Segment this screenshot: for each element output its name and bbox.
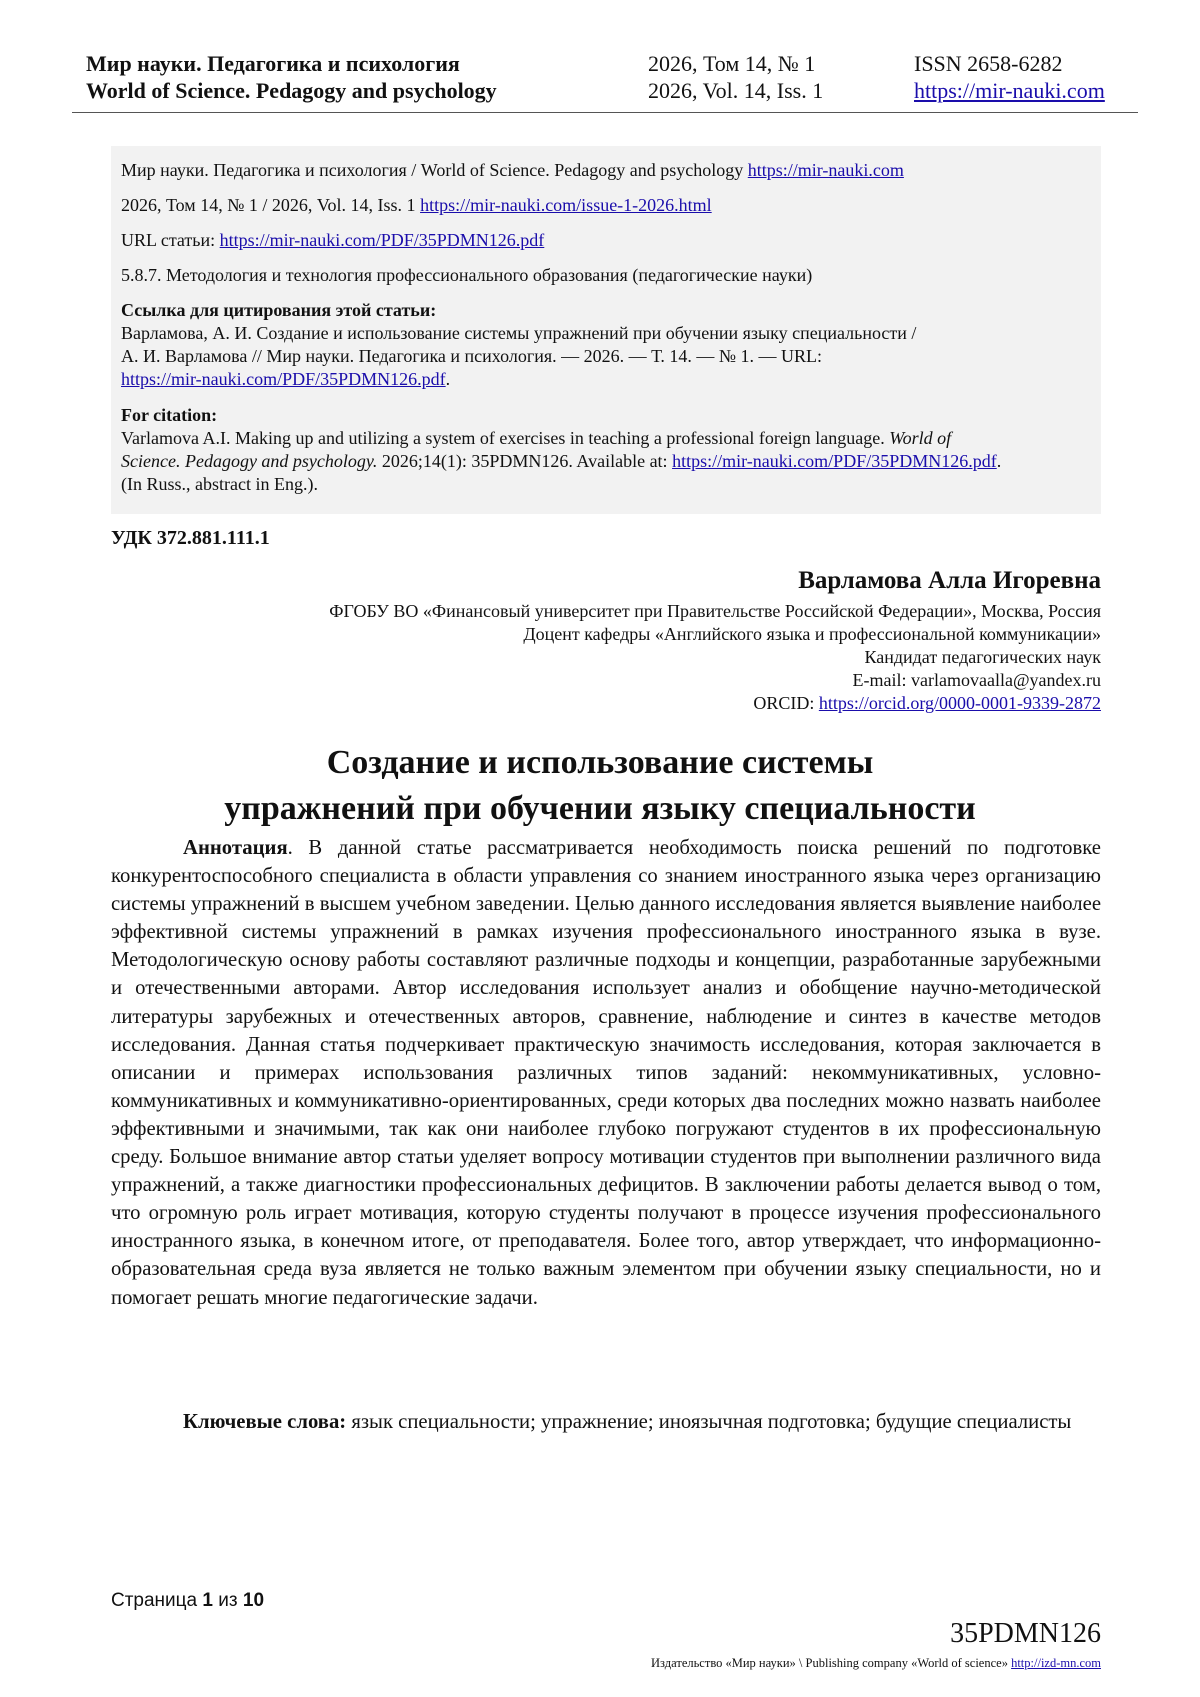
page-total: 10 <box>242 1590 265 1611</box>
article-id: 35PDMN126 <box>950 1618 1101 1649</box>
author-affiliation: ФГОБУ ВО «Финансовый университет при Правительстве Российской Федерации», Москва, Россия <box>329 601 1101 621</box>
citation-en-italic2: Science. Pedagogy and psychology. <box>121 451 378 471</box>
citation-ru-end: . <box>445 369 451 389</box>
citation-en-line2 <box>121 450 1001 473</box>
citation-en-line3: (In Russ., abstract in Eng.). <box>121 474 318 494</box>
page-prefix: Страница <box>111 1590 203 1611</box>
page-middle: из <box>212 1590 243 1611</box>
info-journal-link[interactable]: https://mir-nauki.com <box>747 160 904 180</box>
article-title <box>100 740 1100 832</box>
journal-url-link[interactable]: https://mir-nauki.com <box>914 78 1105 103</box>
info-url-label: URL статьи: <box>121 230 220 250</box>
citation-ru-line3 <box>121 368 450 391</box>
abstract <box>111 834 1101 1312</box>
author-orcid <box>753 692 1101 715</box>
issue-ru: 2026, Том 14, № 1 <box>648 51 816 76</box>
orcid-label: ORCID: <box>753 693 819 713</box>
info-issue-link[interactable]: https://mir-nauki.com/issue-1-2026.html <box>420 195 712 215</box>
info-article-url-link[interactable]: https://mir-nauki.com/PDF/35PDMN126.pdf <box>219 230 545 250</box>
citation-en-italic1: World of <box>889 428 952 448</box>
issn-block <box>914 50 1105 104</box>
citation-ru-line2: А. И. Варламова // Мир науки. Педагогика и психология. — 2026. — Т. 14. — № 1. — URL: <box>121 346 823 366</box>
issue-block <box>648 50 823 104</box>
citation-en-text2: 2026;14(1): 35PDMN126. Available at: <box>377 451 673 471</box>
article-title-line2: упражнений при обучении языку специальности <box>224 790 976 827</box>
citation-en-line1 <box>121 427 951 450</box>
publisher-line <box>651 1656 1101 1671</box>
issue-en: 2026, Vol. 14, Iss. 1 <box>648 78 824 103</box>
article-title-line1: Создание и использование системы <box>326 744 874 781</box>
journal-title-en: World of Science. Pedagogy and psychology <box>86 78 497 103</box>
citation-en-end: . <box>996 451 1002 471</box>
info-issue-text: 2026, Том 14, № 1 / 2026, Vol. 14, Iss. 1 <box>121 195 421 215</box>
citation-en-text1: Varlamova A.I. Making up and utilizing a system of exercises in teaching a professional foreign language. <box>121 428 890 448</box>
publisher-link[interactable]: http://izd-mn.com <box>1011 1656 1101 1670</box>
citation-ru-line1: Варламова, А. И. Создание и использование системы упражнений при обучении языку специальности / <box>121 323 917 343</box>
info-journal-text: Мир науки. Педагогика и психология / World of Science. Pedagogy and psychology <box>121 160 748 180</box>
info-line-url <box>121 229 544 252</box>
info-specialty: 5.8.7. Методология и технология профессионального образования (педагогические науки) <box>121 265 813 285</box>
journal-title-ru: Мир науки. Педагогика и психология <box>86 51 460 76</box>
author-email: E-mail: varlamovaalla@yandex.ru <box>852 670 1101 690</box>
author-degree: Кандидат педагогических наук <box>864 647 1101 667</box>
abstract-label: Аннотация <box>183 837 288 859</box>
citation-ru-link[interactable]: https://mir-nauki.com/PDF/35PDMN126.pdf <box>121 369 446 389</box>
issn: ISSN 2658-6282 <box>914 51 1063 76</box>
author-name: Варламова Алла Игоревна <box>798 567 1101 594</box>
journal-title-block <box>86 50 497 104</box>
keywords-text: язык специальности; упражнение; иноязычная подготовка; будущие специалисты <box>346 1411 1072 1433</box>
udk-code: УДК 372.881.111.1 <box>111 527 270 549</box>
publisher-text: Издательство «Мир науки» \ Publishing company «World of science» <box>651 1656 1012 1670</box>
citation-en-link[interactable]: https://mir-nauki.com/PDF/35PDMN126.pdf <box>672 451 997 471</box>
citation-ru-heading: Ссылка для цитирования этой статьи: <box>121 300 437 320</box>
article-info-box <box>111 146 1101 514</box>
keywords <box>111 1408 1101 1436</box>
citation-en-heading: For citation: <box>121 405 218 425</box>
author-position: Доцент кафедры «Английского языка и профессиональной коммуникации» <box>523 624 1101 644</box>
page-number <box>111 1590 264 1612</box>
abstract-text: . В данной статье рассматривается необходимость поиска решений по подготовке конкурентоспособного специалиста в области управления со знанием иностранного языка через организацию системы упражнений в высшем учебном заведении. Целью данного исследования является выявление наиболее эффективной системы упражнений в рамках изучения профессионального иностранного языка в вузе. Методологическую основу работы составляют различные подходы и концепции, разработанные зарубежными и отечественными авторами. Автор исследования использует анализ и обобщение научно-методической литературы зарубежных и отечественных авторов, сравнение, наблюдение и синтез в качестве методов исследования. Данная статья подчеркивает практическую значимость исследования, которая заключается в описании и примерах использования различных типов заданий: некоммуникативных, условно-коммуникативных и коммуникативно-ориентированных, среди которых два последних можно назвать наиболее эффективными и значимыми, так как они наиболее глубоко погружают студентов в их профессиональную среду. Большое внимание автор статьи уделяет вопросу мотивации студентов при выполнении различного вида упражнений, а также диагностики профессиональных дефицитов. В заключении работы делается вывод о том, что огромную роль играет мотивация, которую студенты получают в процессе изучения профессионального иностранного языка, в конечном итоге, от преподавателя. Более того, автор утверждает, что информационно-образовательная среда вуза является не только важным элементом при обучении языку специальности, но и помогает решать многие педагогические задачи. <box>111 837 1101 1309</box>
keywords-label: Ключевые слова: <box>183 1411 347 1433</box>
info-line-journal <box>121 159 904 182</box>
page-current: 1 <box>202 1590 213 1611</box>
journal-header <box>72 50 1138 113</box>
info-line-issue <box>121 194 712 217</box>
orcid-link[interactable]: https://orcid.org/0000-0001-9339-2872 <box>818 693 1101 713</box>
